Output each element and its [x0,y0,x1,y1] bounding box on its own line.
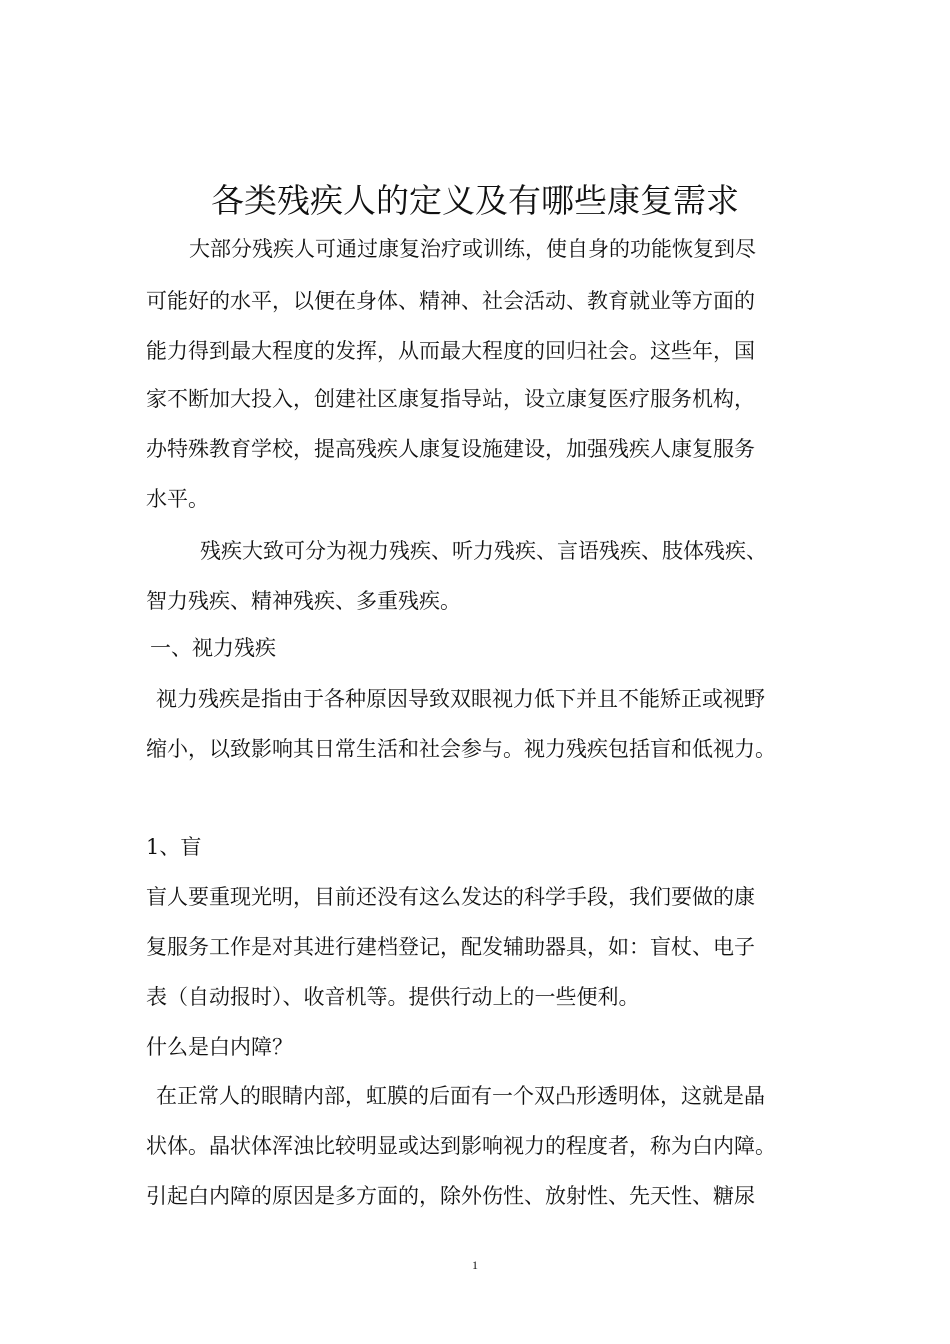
paragraph-line: 水平。 [146,487,209,511]
paragraph-line: 视力残疾是指由于各种原因导致双眼视力低下并且不能矫正或视野 [156,687,765,711]
document-title: 各类残疾人的定义及有哪些康复需求 [211,181,739,220]
section-heading: 一、视力残疾 [150,636,276,660]
paragraph-line: 大部分残疾人可通过康复治疗或训练，使自身的功能恢复到尽 [189,237,756,261]
paragraph-line: 复服务工作是对其进行建档登记，配发辅助器具，如：盲杖、电子 [146,935,755,959]
paragraph-line: 表（自动报时）、收音机等。提供行动上的一些便利。 [146,985,640,1009]
paragraph-line: 引起白内障的原因是多方面的，除外伤性、放射性、先天性、糖尿 [146,1184,755,1208]
paragraph-line: 家不断加大投入，创建社区康复指导站，设立康复医疗服务机构， [146,387,755,411]
paragraph-line: 智力残疾、精神残疾、多重残疾。 [146,589,461,613]
paragraph-line: 办特殊教育学校，提高残疾人康复设施建设，加强残疾人康复服务 [146,437,755,461]
question-heading: 什么是白内障？ [146,1035,293,1059]
paragraph-line: 状体。晶状体浑浊比较明显或达到影响视力的程度者，称为白内障。 [146,1134,776,1158]
paragraph-line: 能力得到最大程度的发挥，从而最大程度的回归社会。这些年，国 [146,339,755,363]
paragraph-line: 可能好的水平，以便在身体、精神、社会活动、教育就业等方面的 [146,289,755,313]
paragraph-line: 盲人要重现光明，目前还没有这么发达的科学手段，我们要做的康 [146,885,755,909]
subsection-heading: 1、盲 [146,835,202,859]
page-number: 1 [472,1258,478,1272]
paragraph-line: 在正常人的眼睛内部，虹膜的后面有一个双凸形透明体，这就是晶 [156,1084,765,1108]
paragraph-line: 残疾大致可分为视力残疾、听力残疾、言语残疾、肢体残疾、 [200,539,767,563]
paragraph-line: 缩小，以致影响其日常生活和社会参与。视力残疾包括盲和低视力。 [146,737,776,761]
